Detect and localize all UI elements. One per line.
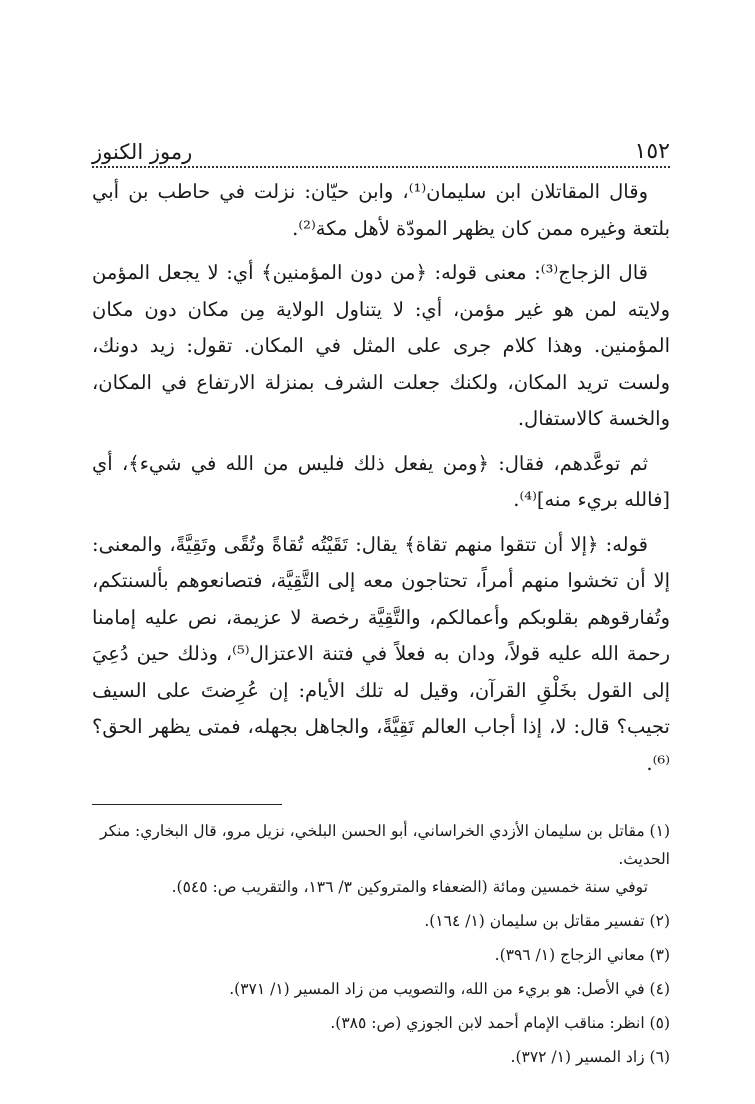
footnote xyxy=(92,1009,670,1037)
page-number: ١٥٢ xyxy=(634,139,670,164)
footnote-text: (٤) في الأصل: هو بريء من الله، والتصويب من زاد المسير (١/ ٣٧١). xyxy=(229,980,670,998)
footnote xyxy=(92,975,670,1003)
footnote-text: (١) مقاتل بن سليمان الأزدي الخراساني، أبو الحسن البلخي، نزيل مرو، قال البخاري: منكر الحديث. xyxy=(100,822,670,868)
paragraph: ثم توعَّدهم، فقال: ﴿ومن يفعل ذلك فليس من الله في شيء﴾، أي [فالله بريء منه]⁽⁴⁾. xyxy=(92,451,670,511)
book-title: رموز الكنوز xyxy=(92,140,193,164)
footnote xyxy=(92,817,670,901)
footnote-separator xyxy=(92,804,282,805)
paragraph: قوله: ﴿إلا أن تتقوا منهم تقاة﴾ يقال: تَقَيْتُه تُقاةً وتُقًى وتَقِيَّةً، والمعنى: إلا أن تخشوا منهم أمراً، تحتاجون معه إلى التَّقِيَّة، فتصانعوهم بألسنتكم، وتُفارقوهم بقلوبكم وأعمالكم، والتَّقِيَّة رخصة لا عزيمة، نص عليه إمامنا رحمة الله عليه قولاً، ودان به فعلاً في فتنة الاعتزال⁽⁵⁾، وذلك حين دُعِيَ إلى القول بخَلْقِ القرآن، وقيل له تلك الأيام: إن عُرِضتَ على السيف تجيب؟ قال: لا، إذا أجاب العالم تَقِيَّةً، والجاهل بجهله، فمتى يظهر الحق؟⁽⁶⁾. xyxy=(92,532,670,775)
footnote xyxy=(92,1043,670,1071)
book-page xyxy=(92,136,670,1077)
footnote-text: (٥) انظر: مناقب الإمام أحمد لابن الجوزي (ص: ٣٨٥). xyxy=(330,1014,670,1032)
footnote-text: (٦) زاد المسير (١/ ٣٧٢). xyxy=(510,1048,670,1066)
footnote-continuation: توفي سنة خمسين ومائة (الضعفاء والمتروكين ٣/ ١٣٦، والتقريب ص: ٥٤٥). xyxy=(171,878,648,896)
paragraph: وقال المقاتلان ابن سليمان⁽¹⁾، وابن حيّان: نزلت في حاطب بن أبي بلتعة وغيره ممن كان يظهر المودّة لأهل مكة⁽²⁾. xyxy=(92,180,670,240)
footnote xyxy=(92,907,670,935)
footnote-text: (٣) معاني الزجاج (١/ ٣٩٦). xyxy=(494,946,670,964)
footnote xyxy=(92,941,670,969)
running-header xyxy=(92,136,670,168)
footnotes xyxy=(92,817,670,1071)
main-text xyxy=(92,174,670,782)
footnote-text: (٢) تفسير مقاتل بن سليمان (١/ ١٦٤). xyxy=(424,912,670,930)
paragraph: قال الزجاج⁽³⁾: معنى قوله: ﴿من دون المؤمنين﴾ أي: لا يجعل المؤمن ولايته لمن هو غير مؤمن، أي: لا يتناول الولاية مِن مكان دون مكان المؤمنين. وهذا كلام جرى على المثل في المكان. تقول: زيد دونك، ولست تريد المكان، ولكنك جعلت الشرف بمنزلة الارتفاع في المكان، والخسة كالاستفال. xyxy=(92,261,670,430)
